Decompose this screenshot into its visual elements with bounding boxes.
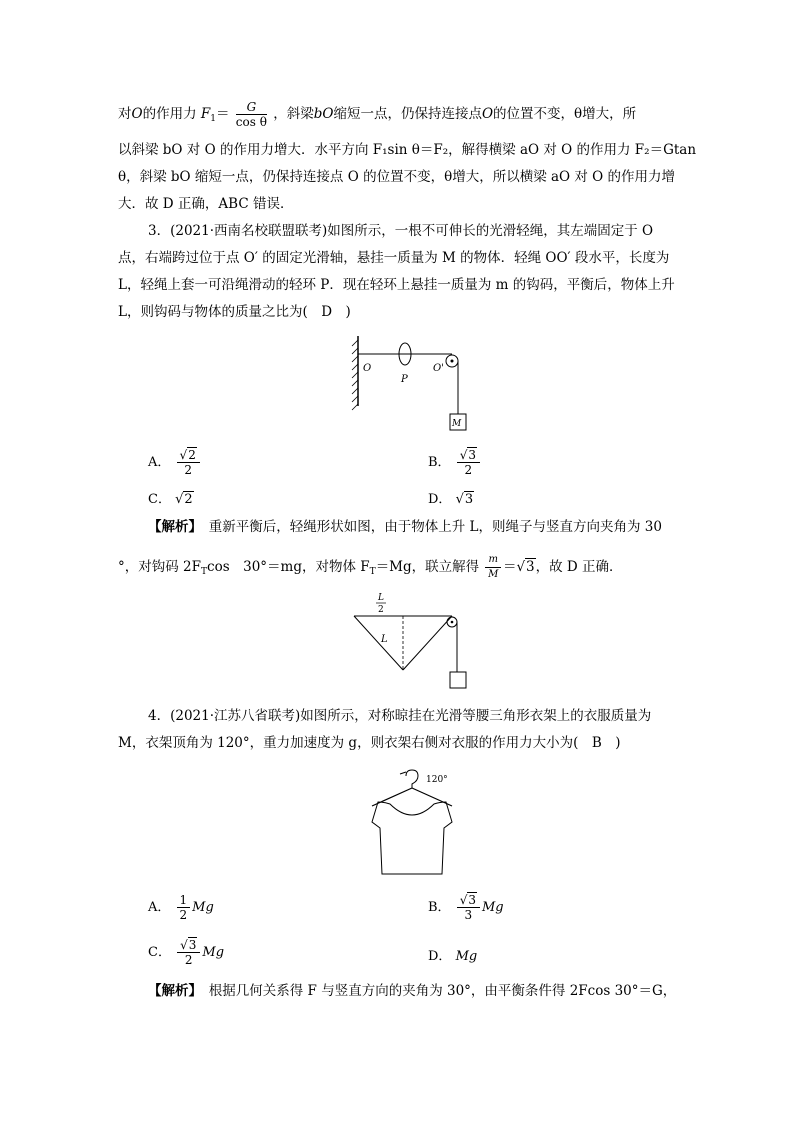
q3-option-a[interactable]: A． $\frac{√2}{2}$: [148, 448, 202, 477]
q4-option-c[interactable]: C． $\frac{√3}{2}$ Mg: [148, 938, 225, 967]
q4-solution-line1: 【解析】 根据几何关系得 F 与竖直方向的夹角为 30°，由平衡条件得 2Fcos 30°＝G，: [148, 983, 677, 999]
label-o-prime: O': [433, 363, 444, 374]
q4-option-b[interactable]: B． $\frac{√3}{3}$ Mg: [428, 893, 504, 922]
q4-option-d[interactable]: D． Mg: [428, 949, 478, 964]
q3-line4: L，则钩码与物体的质量之比为( D ): [118, 304, 351, 320]
q4-line1: 4．(2021·江苏八省联考)如图所示，对称晾挂在光滑等腰三角形衣架上的衣服质量为: [148, 708, 652, 724]
q4-figure-hanger: [360, 762, 470, 882]
para1-line2: 以斜梁 bO 对 O 的作用力增大．水平方向 F₁sin θ＝F₂，解得横梁 aO 对 O 的作用力 F₂＝Gtan: [118, 142, 697, 158]
label-o: O: [363, 363, 372, 374]
label-angle: 120°: [426, 775, 448, 785]
q3-line2: 点，右端跨过位于点 O′ 的固定光滑轴，悬挂一质量为 M 的物体．轻绳 OO′ 段水平，长度为: [118, 250, 670, 266]
q3-option-d[interactable]: D． √3: [428, 492, 474, 507]
q3-solution-line2: °，对钩码 $2F_T\cos$ 30°＝mg，对物体 $F_T=Mg$，联立解得 $\frac{m}{M}$ ＝√3，故 D 正确．: [118, 554, 623, 580]
label-m: M: [452, 419, 462, 429]
para1-line1: 对O的作用力 $F_1=$ $\frac{G}{\text{cos θ}}$ ，斜梁bO缩短一点，仍保持连接点O的位置不变，θ增大，所: [118, 100, 637, 129]
q3-line1: 3．(2021·西南名校联盟联考)如图所示，一根不可伸长的光滑轻绳，其左端固定于 O: [148, 223, 654, 239]
label-l: L: [381, 634, 388, 645]
q3-option-c[interactable]: C． √2: [148, 492, 193, 507]
fraction-g-over-cos: $\frac{G}{\text{cos θ}}$: [235, 100, 267, 129]
label-p: P: [401, 374, 408, 385]
para1-line4: 大．故 D 正确，ABC 错误．: [118, 196, 294, 212]
q3-line3: L，轻绳上套一可沿绳滑动的轻环 P．现在轻环上悬挂一质量为 m 的钩码，平衡后，物体上升: [118, 277, 675, 293]
para1-line3: θ，斜梁 bO 缩短一点，仍保持连接点 O 的位置不变，θ增大，所以横梁 aO 对 O 的作用力增: [118, 169, 676, 185]
q3-option-b[interactable]: B． $\frac{√3}{2}$: [428, 448, 482, 477]
q3-solution-line1: 【解析】 重新平衡后，轻绳形状如图，由于物体上升 L，则绳子与竖直方向夹角为 30: [148, 519, 662, 535]
q3-solution-figure-triangle: [350, 590, 480, 700]
q4-option-a[interactable]: A． $\frac{1}{2}$ Mg: [148, 893, 214, 922]
label-l-den: 2: [378, 605, 384, 615]
label-l-num: L: [378, 593, 384, 603]
q4-line2: M，衣架顶角为 120°，重力加速度为 g，则衣架右侧对衣服的作用力大小为( B ): [118, 735, 621, 751]
q3-figure-rope-pulley: [340, 332, 480, 437]
